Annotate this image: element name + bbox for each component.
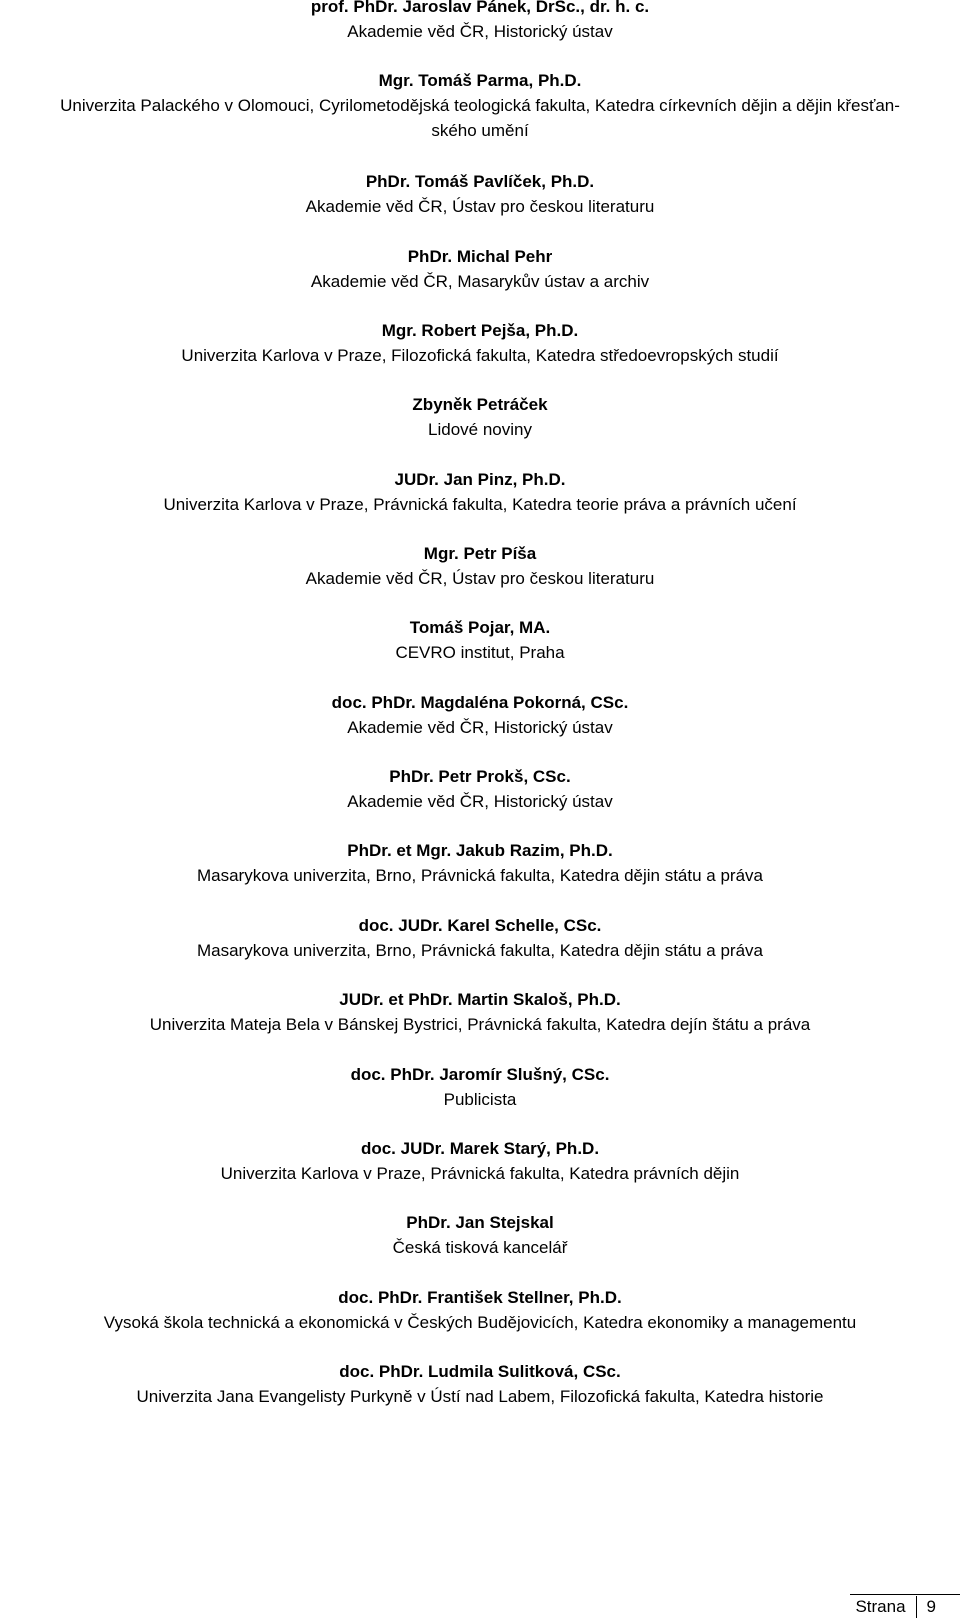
- contributor-entry: [0, 467, 960, 517]
- contributor-entry: [0, 392, 960, 442]
- footer-divider: [850, 1594, 960, 1595]
- contributor-affiliation: Masarykova univerzita, Brno, Právnická fakulta, Katedra dějin státu a práva: [196, 866, 763, 885]
- contributor-entry: [0, 1062, 960, 1112]
- contributor-name: doc. PhDr. Ludmila Sulitková, CSc.: [339, 1362, 621, 1381]
- contributor-name: JUDr. et PhDr. Martin Skaloš, Ph.D.: [339, 990, 621, 1009]
- contributor-entry: [0, 1136, 960, 1186]
- page-label: Strana: [855, 1597, 906, 1616]
- contributor-name: JUDr. Jan Pinz, Ph.D.: [394, 470, 566, 489]
- contributor-entry: [0, 541, 960, 591]
- contributor-name: PhDr. et Mgr. Jakub Razim, Ph.D.: [347, 841, 613, 860]
- contributor-name: Tomáš Pojar, MA.: [409, 618, 551, 637]
- contributor-affiliation: Lidové noviny: [428, 420, 532, 439]
- contributor-name: PhDr. Jan Stejskal: [406, 1213, 554, 1232]
- contributor-affiliation: Univerzita Karlova v Praze, Právnická fakulta, Katedra teorie práva a právních učení: [163, 495, 797, 514]
- contributor-name: doc. JUDr. Karel Schelle, CSc.: [358, 916, 602, 935]
- contributor-name: prof. PhDr. Jaroslav Pánek, DrSc., dr. h. c.: [310, 0, 650, 16]
- contributor-affiliation: Akademie věd ČR, Ústav pro českou literaturu: [305, 197, 655, 216]
- page-number: 9: [926, 1597, 936, 1616]
- contributor-name: PhDr. Tomáš Pavlíček, Ph.D.: [365, 172, 595, 191]
- contributor-entry: [0, 1285, 960, 1335]
- footer-separator: [916, 1596, 917, 1618]
- contributor-affiliation: Univerzita Palackého v Olomouci, Cyrilometodějská teologická fakulta, Katedra církevních dějin a dějin křesťan-ského umění: [60, 96, 900, 140]
- contributor-entry: [0, 838, 960, 888]
- contributor-entry: [0, 1359, 960, 1409]
- contributor-entry: [0, 169, 960, 219]
- contributor-entry: [0, 68, 960, 143]
- contributor-name: doc. PhDr. Magdaléna Pokorná, CSc.: [331, 693, 629, 712]
- contributor-name: doc. PhDr. Jaromír Slušný, CSc.: [350, 1065, 610, 1084]
- contributor-entry: [0, 244, 960, 294]
- contributor-name: doc. PhDr. František Stellner, Ph.D.: [338, 1288, 622, 1307]
- page-footer: [855, 1596, 936, 1618]
- contributor-entry: [0, 913, 960, 963]
- contributor-name: Mgr. Tomáš Parma, Ph.D.: [378, 71, 582, 90]
- contributor-entry: [0, 0, 960, 44]
- contributor-affiliation: Vysoká škola technická a ekonomická v Českých Budějovicích, Katedra ekonomiky a managementu: [103, 1313, 857, 1332]
- contributor-affiliation: Masarykova univerzita, Brno, Právnická fakulta, Katedra dějin státu a práva: [196, 941, 763, 960]
- contributor-entry: [0, 1210, 960, 1260]
- contributor-entry: [0, 690, 960, 740]
- contributor-entry: [0, 987, 960, 1037]
- contributor-affiliation: Akademie věd ČR, Historický ústav: [347, 792, 613, 811]
- contributor-entry: [0, 764, 960, 814]
- contributor-affiliation: Univerzita Jana Evangelisty Purkyně v Ústí nad Labem, Filozofická fakulta, Katedra historie: [136, 1387, 824, 1406]
- contributor-entry: [0, 318, 960, 368]
- contributor-affiliation: Akademie věd ČR, Historický ústav: [347, 718, 613, 737]
- contributor-affiliation: Univerzita Mateja Bela v Bánskej Bystrici, Právnická fakulta, Katedra dejín štátu a práva: [149, 1015, 811, 1034]
- contributor-affiliation: Univerzita Karlova v Praze, Filozofická fakulta, Katedra středoevropských studií: [181, 346, 779, 365]
- contributor-entry: [0, 615, 960, 665]
- contributor-affiliation: Česká tisková kancelář: [392, 1238, 568, 1257]
- contributor-name: Mgr. Petr Píša: [423, 544, 537, 563]
- contributor-affiliation: Univerzita Karlova v Praze, Právnická fakulta, Katedra právních dějin: [220, 1164, 740, 1183]
- contributor-affiliation: Akademie věd ČR, Historický ústav: [347, 22, 613, 41]
- contributor-affiliation: Publicista: [443, 1090, 517, 1109]
- contributor-name: doc. JUDr. Marek Starý, Ph.D.: [360, 1139, 600, 1158]
- contributor-affiliation: Akademie věd ČR, Masarykův ústav a archiv: [310, 272, 650, 291]
- contributor-affiliation: CEVRO institut, Praha: [395, 643, 565, 662]
- contributor-name: Zbyněk Petráček: [412, 395, 548, 414]
- contributor-affiliation: Akademie věd ČR, Ústav pro českou literaturu: [305, 569, 655, 588]
- contributor-name: PhDr. Michal Pehr: [407, 247, 553, 266]
- contributor-name: PhDr. Petr Prokš, CSc.: [389, 767, 571, 786]
- contributor-name: Mgr. Robert Pejša, Ph.D.: [381, 321, 579, 340]
